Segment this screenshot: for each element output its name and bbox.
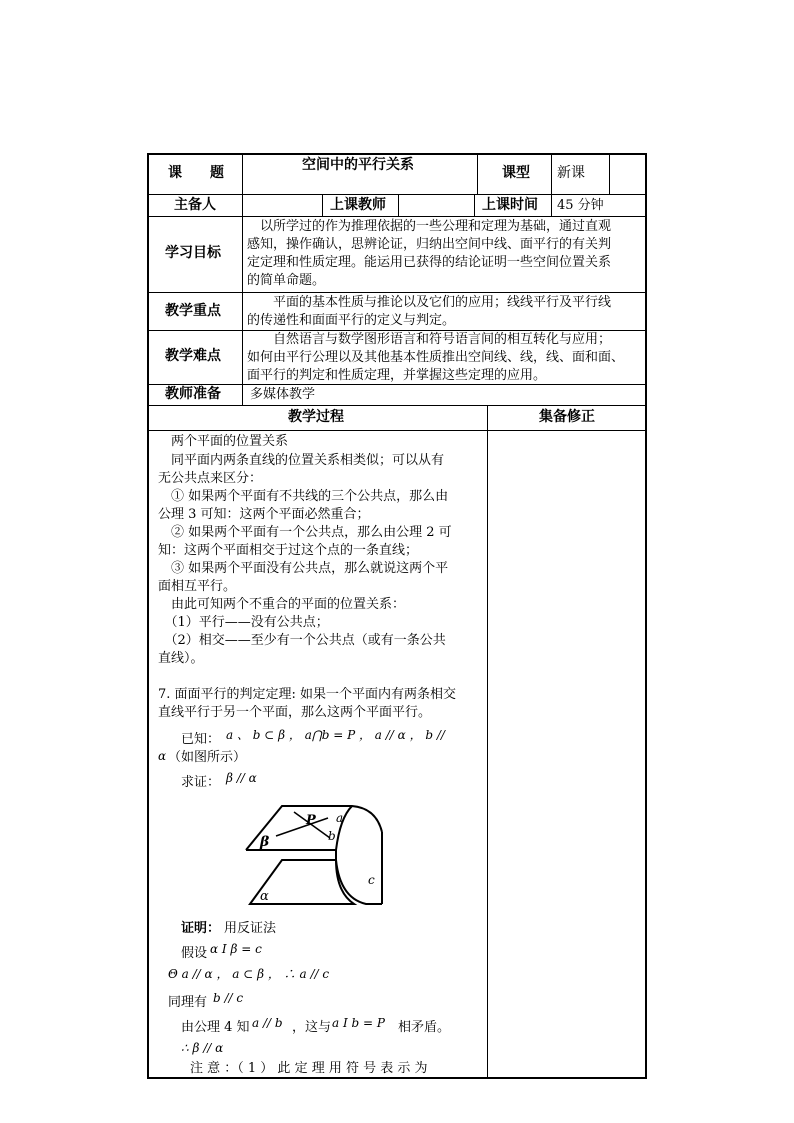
col-line — [242, 153, 243, 405]
body-line: 面相互平行。 — [158, 579, 237, 594]
process-header: 教学过程 — [288, 409, 344, 425]
given-label: 已知： — [181, 732, 221, 747]
type-label: 课型 — [502, 165, 530, 181]
col-line — [322, 194, 323, 216]
body-line: 公理 3 可知：这两个平面必然重合； — [158, 507, 370, 522]
row-line — [147, 405, 647, 406]
topic-value: 空间中的平行关系 — [302, 157, 414, 173]
step2-text: 同理有 — [168, 995, 208, 1010]
difficulty-line: 如何由平行公理以及其他基本性质推出空间线、线，线、面和面、 — [247, 350, 625, 365]
proof-method: 用反证法 — [224, 921, 277, 936]
row-line — [147, 194, 647, 195]
table-border-bottom — [147, 1077, 647, 1079]
proof-label: 证明： — [181, 921, 221, 936]
label-p: P — [306, 813, 316, 828]
body-line: ① 如果两个平面有不共线的三个公共点，那么由 — [158, 489, 449, 504]
step3-math-2: a I b = P — [332, 1016, 385, 1030]
curve-c — [336, 860, 382, 904]
step3-text-a: 由公理 4 知 — [181, 1020, 250, 1035]
assume-label: 假设 — [181, 946, 208, 961]
theorem-line: 直线平行于另一个平面，那么这两个平面平行。 — [158, 705, 432, 720]
row-line — [147, 430, 647, 431]
row-line — [147, 216, 647, 217]
preparer-label: 主备人 — [174, 197, 216, 213]
col-line — [477, 153, 478, 195]
label-beta: β — [260, 834, 270, 850]
row-line — [147, 384, 647, 385]
teacher-label: 上课教师 — [330, 197, 386, 213]
assume-math: α I β = c — [210, 942, 262, 956]
note-text: 注 意 ：（ 1 ） 此 定 理 用 符 号 表 示 为 — [190, 1061, 428, 1076]
body-line: （2）相交——至少有一个公共点（或有一条公共 — [158, 633, 446, 648]
body-line: ② 如果两个平面有一个公共点，那么由公理 2 可 — [158, 525, 452, 540]
theorem-line: 7. 面面平行的判定定理: 如果一个平面内有两条相交 — [158, 687, 457, 702]
label-a: a — [336, 811, 344, 825]
time-value: 45 分钟 — [557, 198, 604, 213]
step1-math: Θ a // α ， a ⊂ β ， ∴ a // c — [168, 967, 330, 981]
body-line: ③ 如果两个平面没有公共点，那么就说这两个平 — [158, 561, 449, 576]
given-note: （如图所示） — [168, 750, 247, 765]
body-line: 直线）。 — [158, 651, 204, 666]
planes-figure — [236, 792, 396, 916]
type-value: 新课 — [557, 165, 585, 181]
line-a — [276, 818, 328, 836]
body-line: 知：这两个平面相交于过这个点的一条直线； — [158, 543, 419, 558]
col-line — [609, 153, 610, 195]
body-line: 无公共点来区分： — [158, 471, 263, 486]
step3-text-c: 相矛盾。 — [398, 1020, 451, 1035]
goal-line: 以所学过的作为推理依据的一些公理和定理为基础，通过直观 — [247, 219, 612, 234]
label-c: c — [368, 873, 375, 887]
prove-label: 求证： — [181, 775, 221, 790]
row-line — [147, 292, 647, 293]
label-alpha: α — [260, 889, 269, 904]
goal-line: 定定理和性质定理。能运用已获得的结论证明一些空间位置关系 — [247, 255, 612, 270]
step2-math: b // c — [213, 991, 244, 1005]
body-line: 两个平面的位置关系 — [158, 434, 289, 449]
topic-label: 课 题 — [168, 165, 224, 181]
col-line — [487, 405, 488, 1079]
goal-label: 学习目标 — [165, 245, 221, 261]
col-line — [398, 194, 399, 216]
difficulty-line: 面平行的判定和性质定理，并掌握这些定理的应用。 — [247, 368, 547, 383]
col-line — [551, 153, 552, 216]
goal-line: 感知，操作确认，思辨论证，归纳出空间中线、面平行的有关判 — [247, 237, 612, 252]
difficulty-label: 教学难点 — [165, 348, 221, 364]
table-border-top — [147, 153, 647, 155]
prep-value: 多媒体教学 — [250, 387, 316, 402]
revise-header: 集备修正 — [539, 409, 595, 425]
conclusion-math: ∴ β // α — [181, 1041, 224, 1055]
prep-label: 教师准备 — [165, 386, 221, 402]
label-b: b — [328, 829, 336, 843]
step3-text-b: ，这与 — [292, 1020, 332, 1035]
col-line — [474, 194, 475, 216]
key-label: 教学重点 — [165, 303, 221, 319]
given-math-continued: α — [158, 749, 167, 763]
step3-math-1: a // b — [252, 1016, 283, 1030]
prove-math: β // α — [226, 771, 257, 785]
body-line: （1）平行——没有公共点； — [158, 615, 329, 630]
given-math: a 、 b ⊂ β ， a⋂b = P ， a // α ， b // — [226, 728, 445, 742]
difficulty-line: 自然语言与数学图形语言和符号语言间的相互转化与应用； — [247, 332, 612, 347]
key-line: 的传递性和面面平行的定义与判定。 — [247, 313, 456, 328]
body-line: 由此可知两个不重合的平面的位置关系： — [158, 597, 406, 612]
body-line: 同平面内两条直线的位置关系相类似；可以从有 — [158, 453, 445, 468]
key-line: 平面的基本性质与推论以及它们的应用；线线平行及平行线 — [247, 295, 612, 310]
time-label: 上课时间 — [482, 197, 538, 213]
goal-line: 的简单命题。 — [247, 273, 326, 288]
